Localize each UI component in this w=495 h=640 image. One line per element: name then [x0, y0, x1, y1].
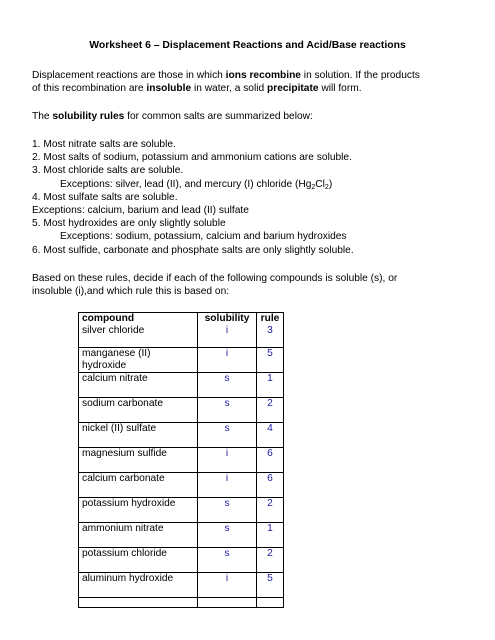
- table-row: [79, 325, 284, 348]
- rule-5: 5. Most hydroxides are only slightly soluble: [32, 218, 226, 230]
- rule-cell-empty[interactable]: [257, 598, 284, 608]
- rule-cell[interactable]: 2: [257, 498, 284, 523]
- compound-cell: potassium chloride: [79, 548, 198, 573]
- table-row: [79, 373, 284, 398]
- solubility-table: [78, 312, 284, 608]
- compound-cell: ammonium nitrate: [79, 523, 198, 548]
- intro-paragraph: [32, 69, 472, 95]
- header-solubility: solubility: [198, 313, 257, 326]
- table-row: [79, 423, 284, 448]
- rule-cell[interactable]: 2: [257, 548, 284, 573]
- solubility-cell[interactable]: s: [198, 373, 257, 398]
- solubility-cell-empty[interactable]: [198, 598, 257, 608]
- table-row: [79, 448, 284, 473]
- rule-1: 1. Most nitrate salts are soluble.: [32, 139, 176, 150]
- rule-6: 6. Most sulfide, carbonate and phosphate salts are only slightly soluble.: [32, 244, 354, 256]
- rule-4: 4. Most sulfate salts are soluble.: [32, 191, 178, 203]
- compound-cell-empty[interactable]: [79, 598, 198, 608]
- table-header-row: [79, 313, 284, 326]
- header-rule: rule: [257, 313, 284, 326]
- page-title: Worksheet 6 – Displacement Reactions and Acid/Base reactions: [89, 40, 406, 51]
- rule-cell[interactable]: 6: [257, 473, 284, 498]
- rule-5-exceptions: Exceptions: sodium, potassium, calcium and barium hydroxides: [60, 231, 347, 243]
- solubility-table-container: [78, 312, 284, 608]
- compound-cell: calcium carbonate: [79, 473, 198, 498]
- table-row: [79, 398, 284, 423]
- table-row: [79, 473, 284, 498]
- solubility-cell[interactable]: i: [198, 348, 257, 373]
- intro-line-2: of this recombination are insoluble in water, a solid precipitate will form.: [32, 83, 362, 95]
- question-line-2: insoluble (i),and which rule this is based on:: [32, 286, 230, 298]
- rule-4-exceptions: Exceptions: calcium, barium and lead (II) sulfate: [32, 205, 249, 217]
- table-row-empty: [79, 598, 284, 608]
- solubility-cell[interactable]: i: [198, 325, 257, 348]
- solubility-cell[interactable]: i: [198, 448, 257, 473]
- question-paragraph: [32, 272, 472, 298]
- rule-3: 3. Most chloride salts are soluble.: [32, 165, 184, 177]
- solubility-cell[interactable]: i: [198, 473, 257, 498]
- compound-cell: calcium nitrate: [79, 373, 198, 398]
- rule-cell[interactable]: 4: [257, 423, 284, 448]
- intro-line-1: Displacement reactions are those in which ions recombine in solution. If the products: [32, 70, 420, 81]
- rule-3-exceptions: Exceptions: silver, lead (II), and mercury (I) chloride $(Hg_2Cl_2)$: [60, 178, 333, 191]
- rule-cell[interactable]: 5: [257, 573, 284, 598]
- compound-cell: sodium carbonate: [79, 398, 198, 423]
- solubility-cell[interactable]: s: [198, 523, 257, 548]
- table-row: [79, 573, 284, 598]
- table-row: [79, 498, 284, 523]
- compound-cell: nickel (II) sulfate: [79, 423, 198, 448]
- rule-2: 2. Most salts of sodium, potassium and ammonium cations are soluble.: [32, 152, 352, 164]
- solubility-cell[interactable]: i: [198, 573, 257, 598]
- solubility-cell[interactable]: s: [198, 548, 257, 573]
- rule-cell[interactable]: 6: [257, 448, 284, 473]
- table-row: [79, 548, 284, 573]
- solubility-rules-list: [32, 138, 472, 257]
- rule-cell[interactable]: 1: [257, 523, 284, 548]
- rule-cell[interactable]: 1: [257, 373, 284, 398]
- rules-intro: The solubility rules for common salts are summarized below:: [32, 111, 313, 122]
- question-line-1: Based on these rules, decide if each of the following compounds is soluble (s), or: [32, 273, 398, 284]
- compound-cell: manganese (II) hydroxide: [79, 348, 198, 373]
- rule-cell[interactable]: 2: [257, 398, 284, 423]
- solubility-cell[interactable]: s: [198, 498, 257, 523]
- header-compound: compound: [79, 313, 198, 326]
- solubility-cell[interactable]: s: [198, 398, 257, 423]
- table-row: [79, 523, 284, 548]
- compound-cell: magnesium sulfide: [79, 448, 198, 473]
- solubility-cell[interactable]: s: [198, 423, 257, 448]
- rule-cell[interactable]: 3: [257, 325, 284, 348]
- compound-cell: silver chloride: [79, 325, 198, 348]
- compound-cell: potassium hydroxide: [79, 498, 198, 523]
- table-row: [79, 348, 284, 373]
- rule-cell[interactable]: 5: [257, 348, 284, 373]
- compound-cell: aluminum hydroxide: [79, 573, 198, 598]
